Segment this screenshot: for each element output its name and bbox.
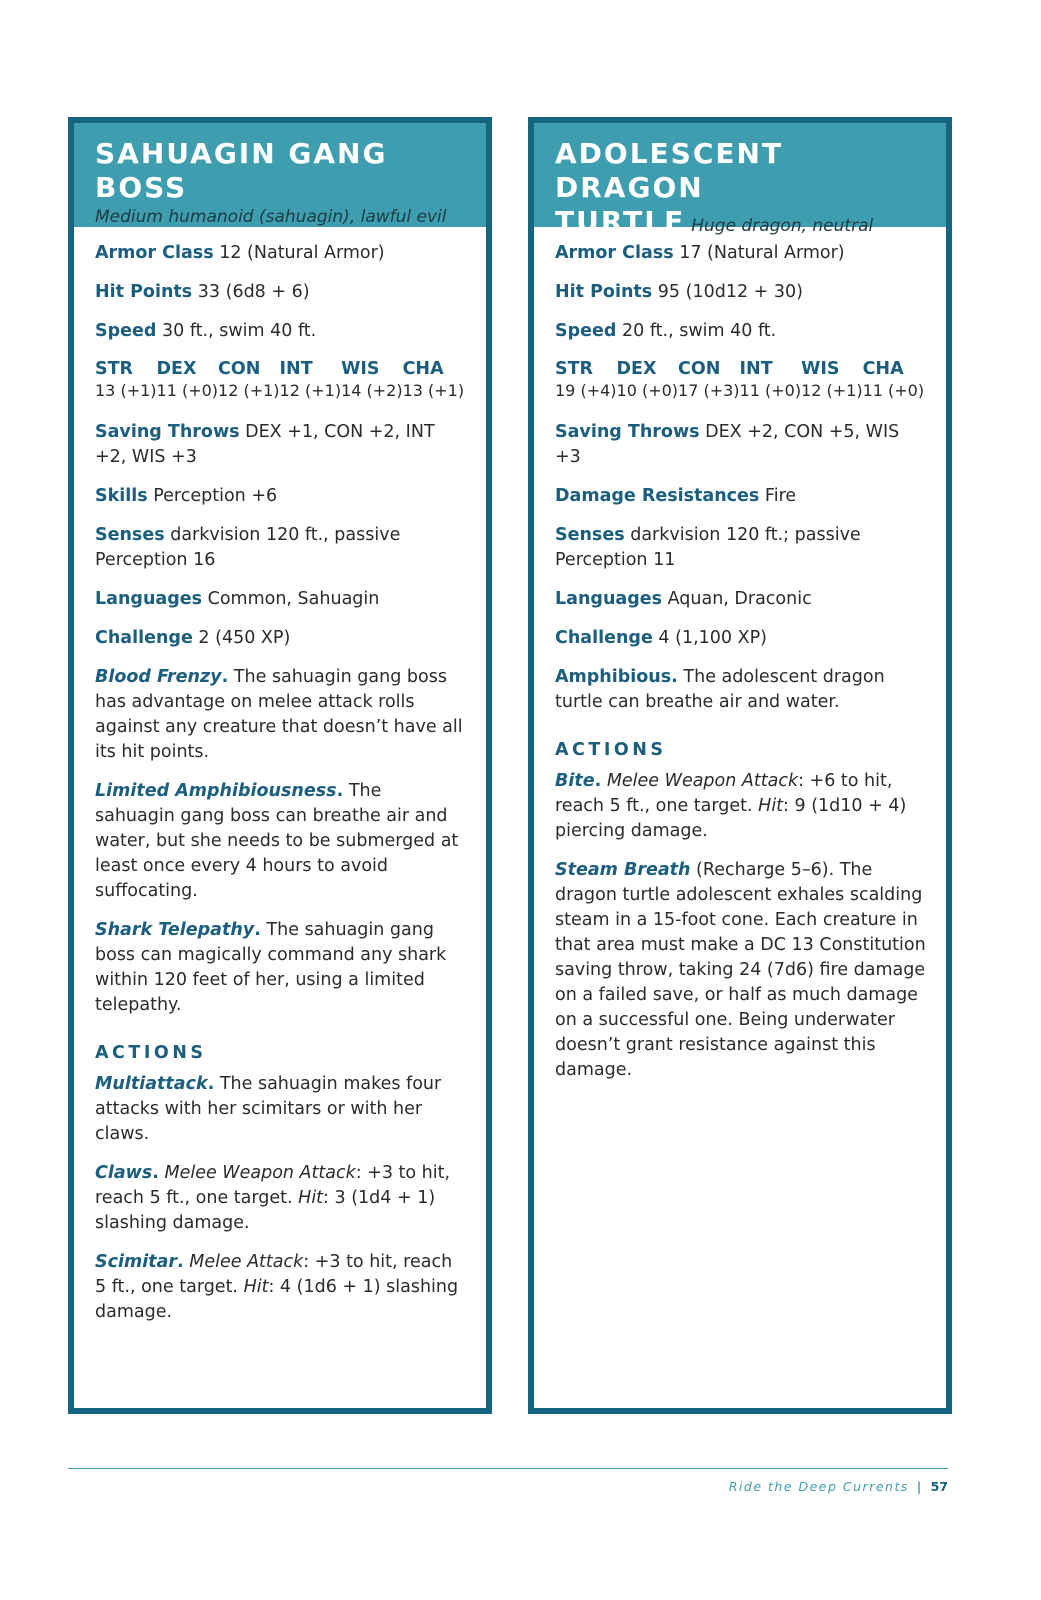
ability-value: 14 (+2): [341, 381, 403, 400]
footer-separator: |: [916, 1479, 923, 1494]
ability-value: 12 (+1): [801, 381, 863, 400]
footer-divider: [68, 1468, 948, 1469]
action-steam-breath: Steam Breath (Recharge 5–6). The dragon turtle adolescent exhales scalding steam in a 15-foot cone. Each creature in that area must make a DC 13 Constitution saving throw, taking 24 (7d6) fire damage on a failed save, or half as much damage on a successful one. Being underwater doesn’t grant resistance against this damage.: [555, 860, 926, 1080]
ability-header: CON: [678, 359, 721, 379]
action-multiattack: Multiattack. The sahuagin makes four attacks with her scimitars or with her claws.: [95, 1074, 442, 1144]
action-bite: Bite. Melee Weapon Attack: +6 to hit, reach 5 ft., one target. Hit: 9 (1d10 + 4) piercing damage.: [555, 771, 907, 841]
ability-header: STR: [555, 359, 594, 379]
damage-resistances: Damage Resistances Fire: [555, 486, 797, 506]
ability-value: 11 (+0): [156, 381, 219, 400]
ability-header: INT: [279, 359, 313, 379]
speed: Speed 30 ft., swim 40 ft.: [95, 321, 317, 341]
ability-value: 13 (+1): [95, 381, 157, 400]
senses: Senses darkvision 120 ft., passive Perception 16: [95, 525, 401, 570]
senses: Senses darkvision 120 ft.; passive Perception 11: [555, 525, 861, 570]
languages: Languages Common, Sahuagin: [95, 589, 380, 609]
challenge: Challenge 2 (450 XP): [95, 628, 291, 648]
trait-shark-telepathy: Shark Telepathy. The sahuagin gang boss can magically command any shark within 120 feet of her, using a limited telepathy.: [95, 920, 447, 1015]
trait-limited-amphibiousness: Limited Amphibiousness. The sahuagin gang boss can breathe air and water, but she needs to be submerged at least once every 4 hours to avoid suffocating.: [95, 781, 459, 901]
hit-points: Hit Points 33 (6d8 + 6): [95, 282, 310, 302]
stat-block-header: [534, 123, 946, 238]
page-number: 57: [930, 1479, 948, 1494]
book-title: Ride the Deep Currents: [728, 1479, 909, 1494]
languages: Languages Aquan, Draconic: [555, 589, 812, 609]
ability-header: INT: [739, 359, 773, 379]
ability-value: 12 (+1): [218, 381, 280, 400]
page-footer: [729, 1479, 948, 1494]
ability-value: 10 (+0): [616, 381, 679, 400]
saving-throws: Saving Throws DEX +1, CON +2, INT +2, WIS +3: [95, 422, 435, 467]
skills: Skills Perception +6: [95, 486, 278, 506]
ability-value: 17 (+3): [678, 381, 740, 400]
stat-block-body: [534, 227, 946, 1083]
stat-block-sahuagin-gang-boss: [68, 117, 492, 1414]
ability-header: CON: [218, 359, 261, 379]
creature-name: ADOLESCENT DRAGON: [555, 137, 784, 204]
stat-block-body: [74, 227, 486, 1325]
saving-throws: Saving Throws DEX +2, CON +5, WIS +3: [555, 422, 900, 467]
creature-name-line2: TURTLE: [555, 205, 686, 238]
ability-header: WIS: [801, 359, 840, 379]
ability-scores: [95, 358, 465, 402]
trait-blood-frenzy: Blood Frenzy. The sahuagin gang boss has advantage on melee attack rolls against any creature that doesn’t have all its hit points.: [95, 667, 463, 762]
creature-type: Medium humanoid (sahuagin), lawful evil: [95, 207, 447, 227]
ability-header: STR: [95, 359, 134, 379]
ability-header: DEX: [616, 359, 657, 379]
actions-heading: ACTIONS: [555, 740, 667, 760]
action-scimitar: Scimitar. Melee Attack: +3 to hit, reach 5 ft., one target. Hit: 4 (1d6 + 1) slashing damage.: [95, 1252, 459, 1322]
actions-heading: ACTIONS: [95, 1043, 207, 1063]
ability-header: WIS: [341, 359, 380, 379]
ability-header: CHA: [402, 359, 444, 379]
creature-name: SAHUAGIN GANG BOSS: [95, 137, 388, 204]
armor-class: Armor Class 17 (Natural Armor): [555, 243, 845, 263]
trait-amphibious: Amphibious. The adolescent dragon turtle can breathe air and water.: [555, 667, 885, 712]
ability-header: CHA: [862, 359, 904, 379]
action-claws: Claws. Melee Weapon Attack: +3 to hit, reach 5 ft., one target. Hit: 3 (1d4 + 1) slashing damage.: [95, 1163, 451, 1233]
stat-block-adolescent-dragon-turtle: [528, 117, 952, 1414]
ability-scores: [555, 358, 925, 402]
speed: Speed 20 ft., swim 40 ft.: [555, 321, 777, 341]
hit-points: Hit Points 95 (10d12 + 30): [555, 282, 803, 302]
ability-header: DEX: [156, 359, 197, 379]
ability-value: 11 (+0): [739, 381, 802, 400]
ability-value: 13 (+1): [402, 381, 465, 400]
ability-value: 11 (+0): [862, 381, 925, 400]
ability-value: 19 (+4): [555, 381, 617, 400]
armor-class: Armor Class 12 (Natural Armor): [95, 243, 385, 263]
ability-value: 12 (+1): [279, 381, 342, 400]
challenge: Challenge 4 (1,100 XP): [555, 628, 767, 648]
stat-block-header: [74, 123, 486, 227]
creature-type: Huge dragon, neutral: [691, 216, 874, 236]
